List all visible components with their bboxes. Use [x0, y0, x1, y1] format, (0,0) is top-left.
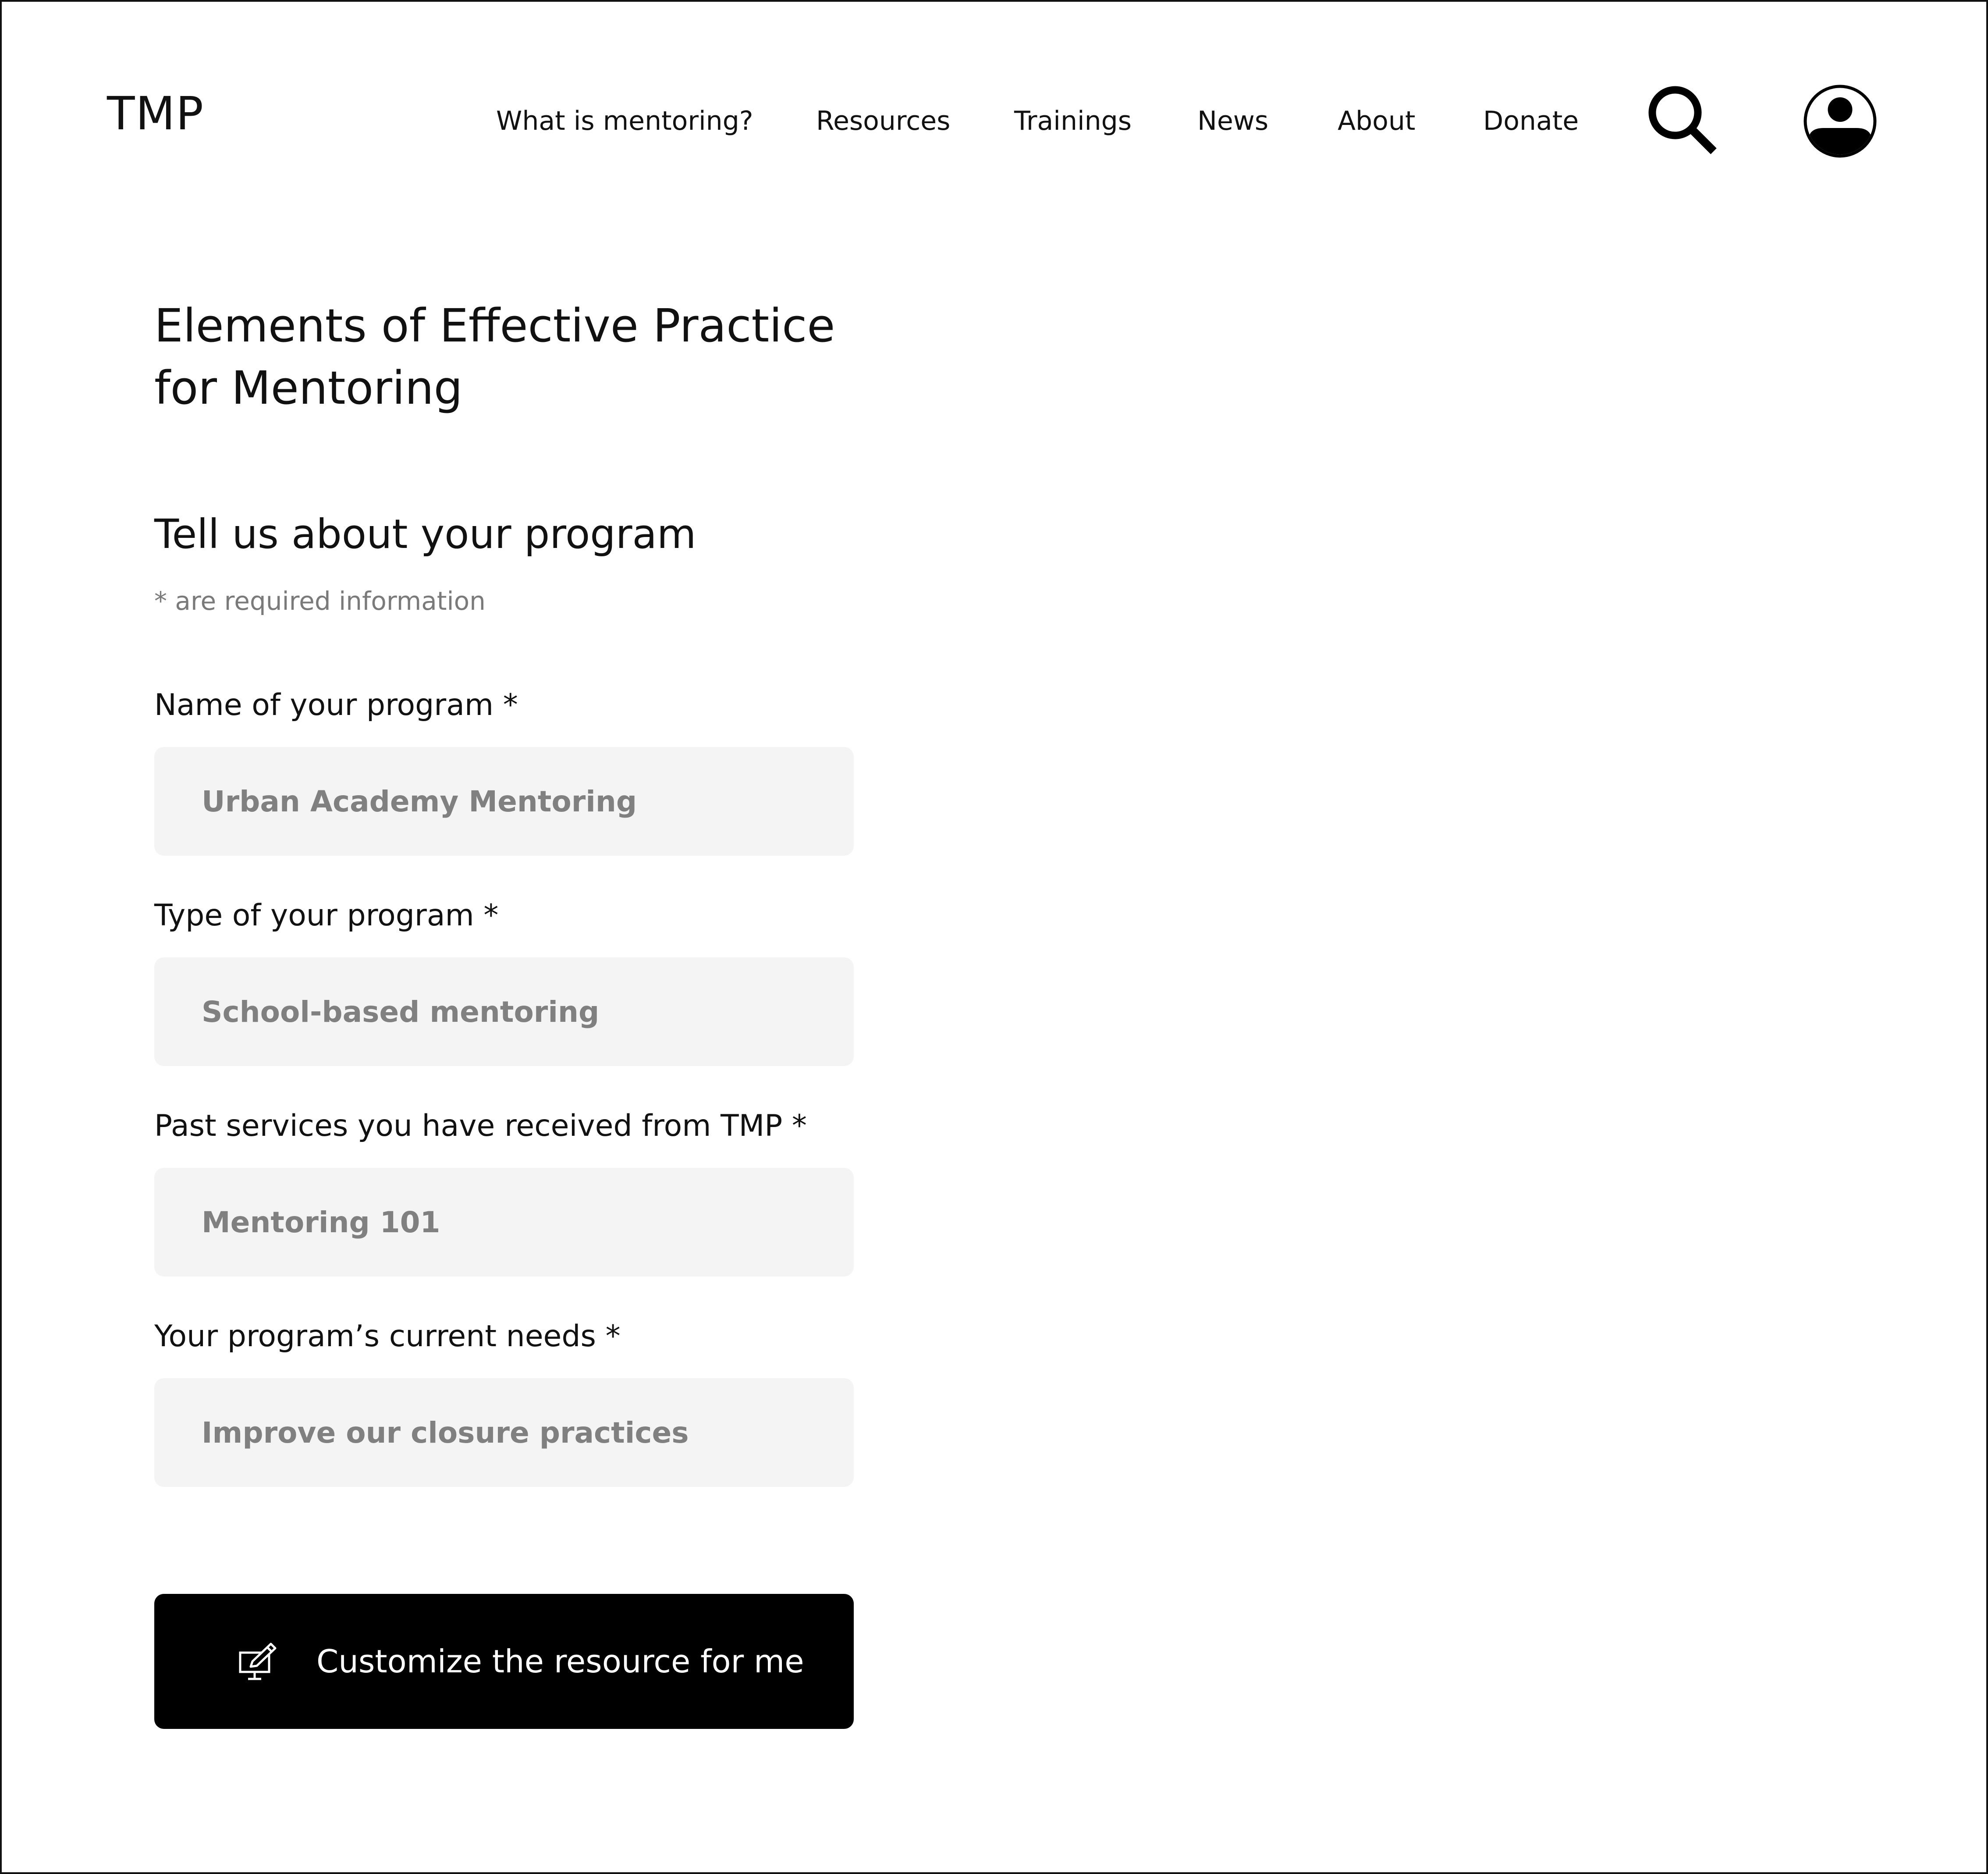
nav-item-what-is-mentoring[interactable]: What is mentoring? — [496, 106, 753, 136]
program-type-label: Type of your program * — [154, 898, 499, 933]
form-heading: Tell us about your program — [154, 511, 696, 558]
required-note: * are required information — [154, 586, 486, 616]
page-title: Elements of Effective Practice for Mentoring — [154, 299, 835, 415]
nav-item-about[interactable]: About — [1338, 106, 1416, 136]
search-button[interactable] — [1645, 83, 1720, 157]
program-name-input[interactable] — [154, 747, 854, 856]
customize-resource-label: Customize the resource for me — [316, 1643, 804, 1680]
user-circle-icon — [1800, 81, 1881, 162]
customize-resource-button[interactable] — [154, 1594, 854, 1729]
past-services-input[interactable] — [154, 1168, 854, 1277]
nav-item-resources[interactable]: Resources — [816, 106, 951, 136]
nav-item-trainings[interactable]: Trainings — [1014, 106, 1132, 136]
current-needs-label: Your program’s current needs * — [154, 1319, 621, 1354]
nav-item-news[interactable]: News — [1197, 106, 1269, 136]
past-services-label: Past services you have received from TMP * — [154, 1109, 807, 1143]
program-name-label: Name of your program * — [154, 688, 518, 722]
search-icon — [1645, 83, 1720, 157]
edit-screen-icon — [238, 1641, 280, 1683]
program-type-input[interactable] — [154, 957, 854, 1066]
site-logo[interactable]: TMP — [107, 87, 204, 140]
current-needs-input[interactable] — [154, 1378, 854, 1487]
nav-item-donate[interactable]: Donate — [1483, 106, 1579, 136]
account-button[interactable] — [1800, 81, 1881, 162]
